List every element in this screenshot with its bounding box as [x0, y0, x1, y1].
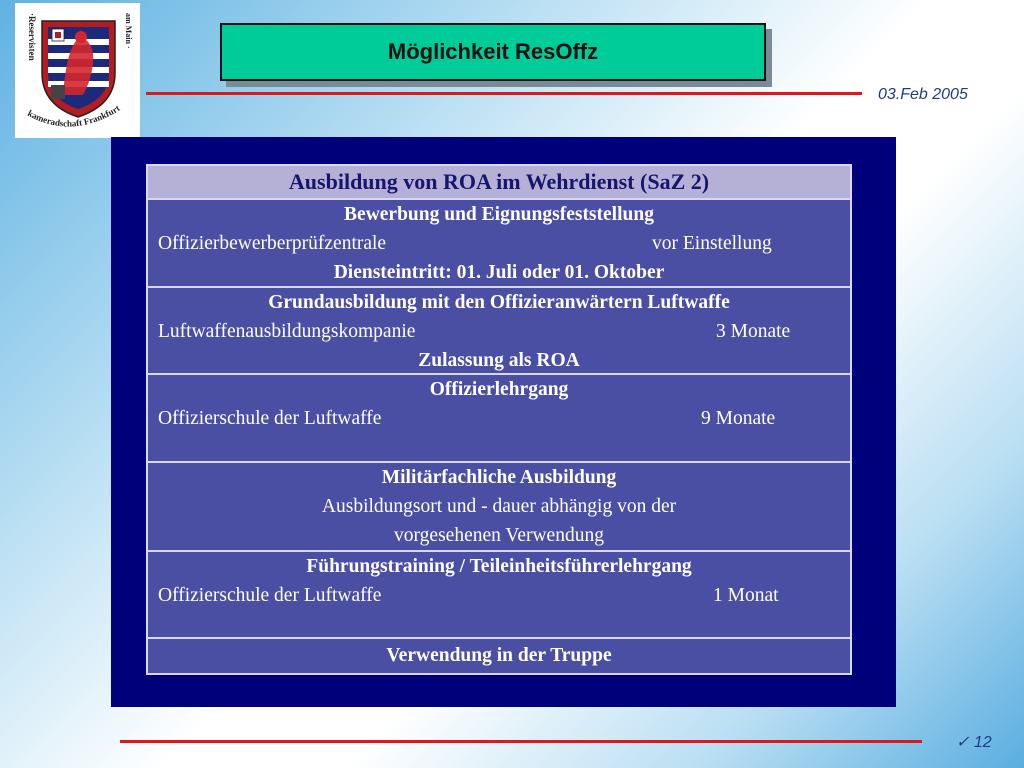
table-section-officer-course	[148, 373, 850, 461]
logo-emblem	[15, 3, 140, 138]
footer-divider	[120, 740, 922, 743]
section-footer: Zulassung als ROA	[418, 350, 580, 371]
section-location: Luftwaffenausbildungskompanie	[158, 321, 416, 342]
svg-text:am Main ·: am Main ·	[124, 13, 133, 49]
content-panel	[111, 137, 896, 707]
svg-text:kameradschaft Frankfurt: kameradschaft Frankfurt	[26, 102, 122, 129]
section-duration: 1 Monat	[713, 585, 779, 606]
page-number-value: 12	[973, 734, 992, 751]
slide-date: 03.Feb 2005	[878, 86, 968, 103]
section-location: Offizierschule der Luftwaffe	[158, 585, 382, 606]
table-section-specialist-training	[148, 461, 850, 550]
page-number	[956, 732, 992, 752]
section-title: Grundausbildung mit den Offizieranwärtern Luftwaffe	[268, 292, 730, 313]
checkmark-icon: ✓	[956, 734, 970, 751]
coat-of-arms-icon	[15, 3, 140, 138]
section-title: Bewerbung und Eignungsfeststellung	[344, 204, 654, 225]
section-location: Offizierbewerberprüfzentrale	[158, 233, 387, 254]
section-duration: 9 Monate	[701, 408, 776, 429]
section-location: Offizierschule der Luftwaffe	[158, 408, 382, 429]
section-description-line: vorgesehenen Verwendung	[394, 525, 604, 546]
table-heading-row	[148, 166, 850, 198]
section-duration: 3 Monate	[716, 321, 791, 342]
header-divider	[146, 92, 862, 95]
table-heading: Ausbildung von ROA im Wehrdienst (SaZ 2)	[288, 169, 710, 194]
training-table	[146, 164, 852, 675]
svg-text:·Reservisten: ·Reservisten	[27, 13, 37, 61]
table-section-deployment	[148, 637, 850, 673]
table-section-leadership-training	[148, 550, 850, 637]
section-description-line: Ausbildungsort und - dauer abhängig von der	[321, 496, 677, 517]
section-title: Führungstraining / Teileinheitsführerlehrgang	[306, 556, 692, 577]
section-duration: vor Einstellung	[652, 233, 772, 254]
section-footer: Diensteintritt: 01. Juli oder 01. Oktober	[333, 262, 665, 283]
title-box	[220, 23, 766, 81]
section-title: Offizierlehrgang	[429, 379, 569, 400]
table-section-application	[148, 198, 850, 286]
page-title: Möglichkeit ResOffz	[387, 39, 599, 64]
section-title: Verwendung in der Truppe	[386, 645, 612, 666]
table-section-basic-training	[148, 286, 850, 373]
section-title: Militärfachliche Ausbildung	[381, 467, 617, 488]
